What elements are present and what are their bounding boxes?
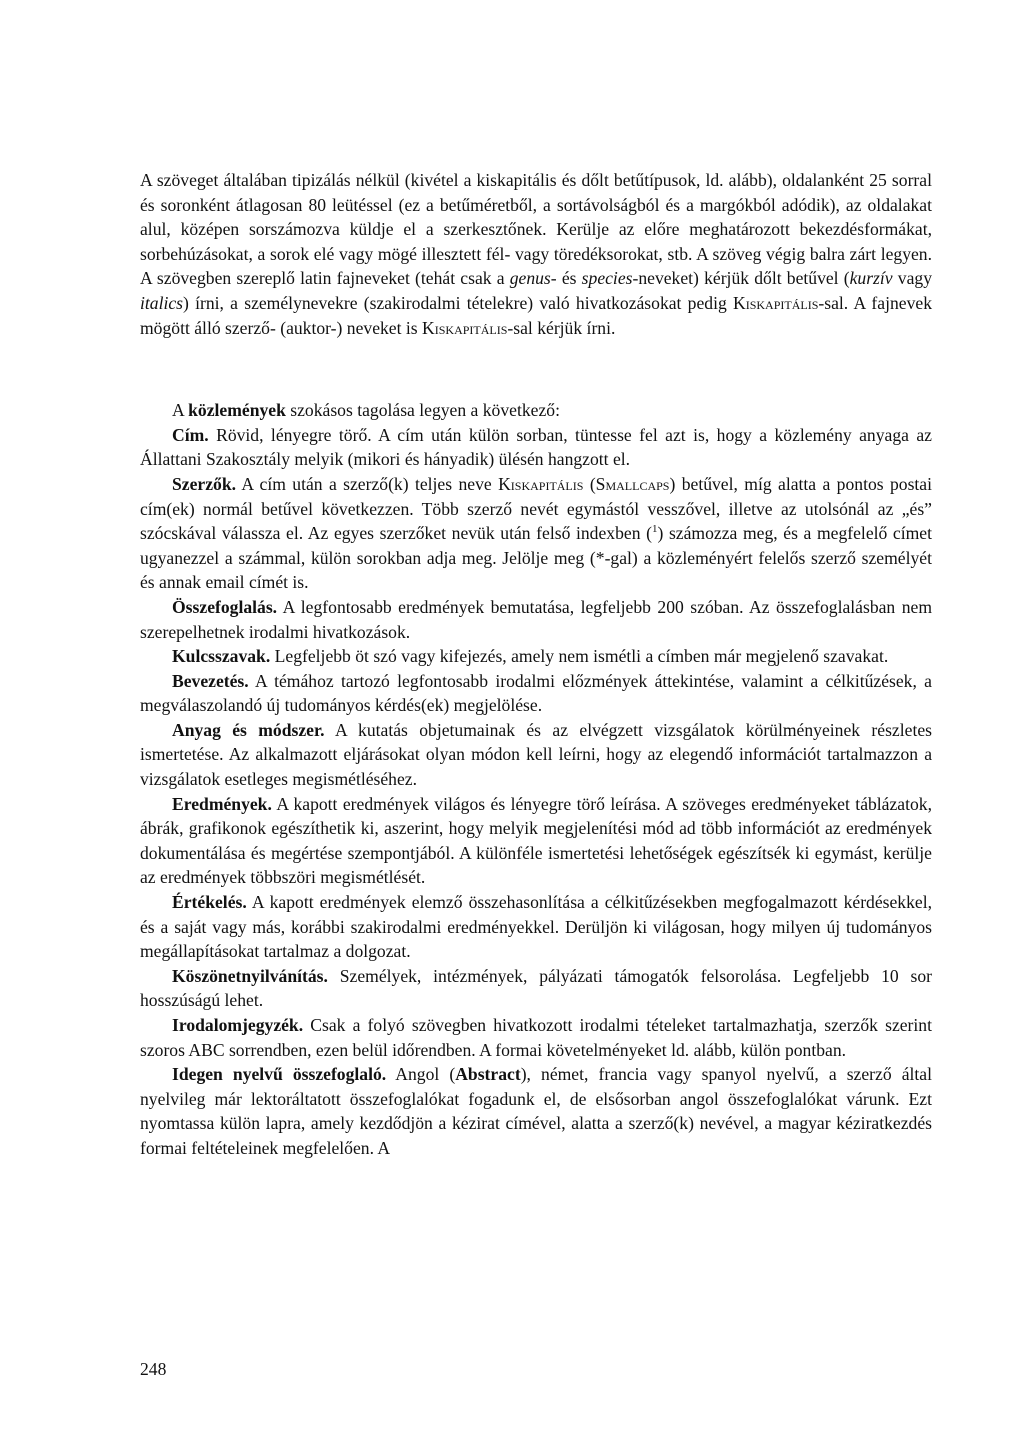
section-bevezetes [140,669,932,718]
section-text: Személyek, intézmények, pályázati támogatók felsorolása. Legfeljebb 10 sor hosszúságú lehet. [140,965,932,1011]
section-text: Rövid, lényegre törő. A cím után külön sorban, tüntesse fel azt is, hogy a közlemény anyaga az Állattani Szakosztály melyik (mikori és hányadik) ülésén hangzott el. [140,424,932,470]
section-eredmenyek [140,792,932,890]
intro-text: -sal kérjük írni. [507,317,616,338]
section-kulcsszavak [140,644,932,669]
sections-heading-bold: közlemények [188,400,286,421]
intro-text: ) írni, a személynevekre (szakirodalmi tételekre) való hivatkozásokat pedig [183,292,734,313]
kurziv-term: kurzív [849,268,893,289]
section-text: A kapott eredmények világos és lényegre törő leírása. A szöveges eredményeket táblázatok, ábrák, grafikonok egészíthetik ki, aszerint, hogy melyik megjelenítési mód ad több információt az eredmények dokumentálása és megértése szempontjából. A különféle ismertetési lehetőségek egészítsék ki egymást, kerülje az eredmények többszöri megismétlését. [140,793,932,888]
section-osszefoglalas [140,595,932,644]
section-text: Legfeljebb öt szó vagy kifejezés, amely nem ismétli a címben már megjelenő szavakat. [270,646,889,667]
section-cim [140,423,932,472]
section-koszonetnyilvanitas [140,964,932,1013]
intro-text: -sal. A fajnevek mögött álló szerző- (auktor-) neveket is [140,292,932,338]
smallcaps-term: Kiskapitális [422,317,508,338]
section-label: Köszönetnyilvánítás. [172,965,328,986]
superscript-index: 1 [651,523,658,536]
section-text: A kutatás objetumainak és az elvégzett vizsgálatok körülményeinek részletes ismertetése. Az alkalmazott eljárásokat olyan módon kell leírni, hogy az elegendő információt tartalmazzon a vizsgálatok esetleges megismétléséhez. [140,719,932,790]
section-idegen-nyelvu-osszefoglalo: Idegen nyelvű összefoglaló. Angol (Abstract), német, francia vagy spanyol nyelvű, a szerző által nyelvileg már lektoráltatott összefoglalókat fogadunk el, de elsősorban angol összefoglalókat várunk. Ezt nyomtassa külön lapra, amely kezdődjön a kézirat címével, alatta a szerző(k) nevével, a magyar kéziratkezdés formai feltételeinek megfelelően. A [140,1064,932,1158]
abstract-term: Abstract [455,1064,521,1085]
intro-paragraph [140,168,932,340]
section-label: Eredmények. [172,793,272,814]
page-number: 248 [140,1359,167,1379]
section-text: A kapott eredmények elemző összehasonlítása a célkitűzésekben megfogalmazott kérdésekkel, és a saját vagy más, korábbi szakirodalmi eredményekkel. Derüljön ki világosan, hogy milyen új tudományos megállapításokat tartalmaz a dolgozat. [140,892,932,962]
section-label: Kulcsszavak. [172,646,271,667]
intro-text: -neveket) kérjük dőlt betűvel ( [632,268,850,289]
section-label: Értékelés. [172,892,247,913]
intro-text: - és [550,268,582,289]
species-term: species [581,268,633,289]
section-irodalomjegyzek [140,1013,932,1062]
sections-heading: A közlemények szokásos tagolása legyen a következő: [172,400,560,421]
section-text: A témához tartozó legfontosabb irodalmi előzmények áttekintése, valamint a célkitűzések, a megválaszolandó új tudományos kérdés(ek) megjelölése. [140,670,932,716]
section-label: Anyag és módszer. [172,719,325,740]
section-text: Csak a folyó szövegben hivatkozott irodalmi tételeket tartalmazhatja, szerzők szerint szoros ABC sorrendben, ezen belül időrendben. A formai követelményeket ld. alább, külön pontban. [140,1015,932,1060]
section-ertekeles [140,890,932,964]
section-label: Összefoglalás. [172,596,278,617]
smallcaps-term: Kiskapitális [498,473,584,494]
section-label: Szerzők. [172,473,237,494]
intro-text: vagy [892,268,932,289]
section-label: Cím. [172,424,209,445]
genus-term: genus [509,268,551,289]
intro-text: A szöveget általában tipizálás nélkül (kivétel a kiskapitális és dőlt betűtípusok, ld. alább), oldalanként 25 sorral és soronként átlagosan 80 leütéssel (ez a betűméretből, a sortávolságból és a margókból adódik), az oldalakat alul, középen sorszámozva küldje el a szerkesztőnek. Kerülje az előre meghatározott bekezdésformákat, sorbehúzásokat, a sorok elé vagy mögé illesztett fél- vagy töredéksorokat, stb. A szöveg végig balra zárt legyen. A szövegben szereplő latin fajneveket (tehát csak a [140,170,932,289]
section-label: Bevezetés. [172,670,249,691]
section-text: A legfontosabb eredmények bemutatása, legfeljebb 200 szóban. Az összefoglalásban nem szerepelhetnek irodalmi hivatkozások. [140,596,932,642]
section-szerzok: Szerzők. A cím után a szerző(k) teljes neve Kiskapitális (Smallcaps) betűvel, míg alatta a pontos postai cím(ek) normál betűvel következzen. Több szerző nevét egymástól vesszővel, illetve az utolsónál az „és” szócskával válassza el. Az egyes szerzőket nevük után felső indexben ($^1$) számozza meg, és a megfelelő címet ugyanezzel a számmal, külön sorokban adja meg. Jelölje meg (*-gal) a közleményért felelős szerző személyét és annak email címét is. [140,473,933,593]
page-body [140,168,932,1161]
smallcaps-term: Kiskapitális [733,292,819,313]
section-label: Irodalomjegyzék. [172,1015,304,1035]
section-anyag-es-modszer [140,718,932,792]
italics-term: italics [140,292,184,313]
smallcaps-term: Smallcaps [595,473,670,494]
section-label: Idegen nyelvű összefoglaló. [172,1064,387,1085]
